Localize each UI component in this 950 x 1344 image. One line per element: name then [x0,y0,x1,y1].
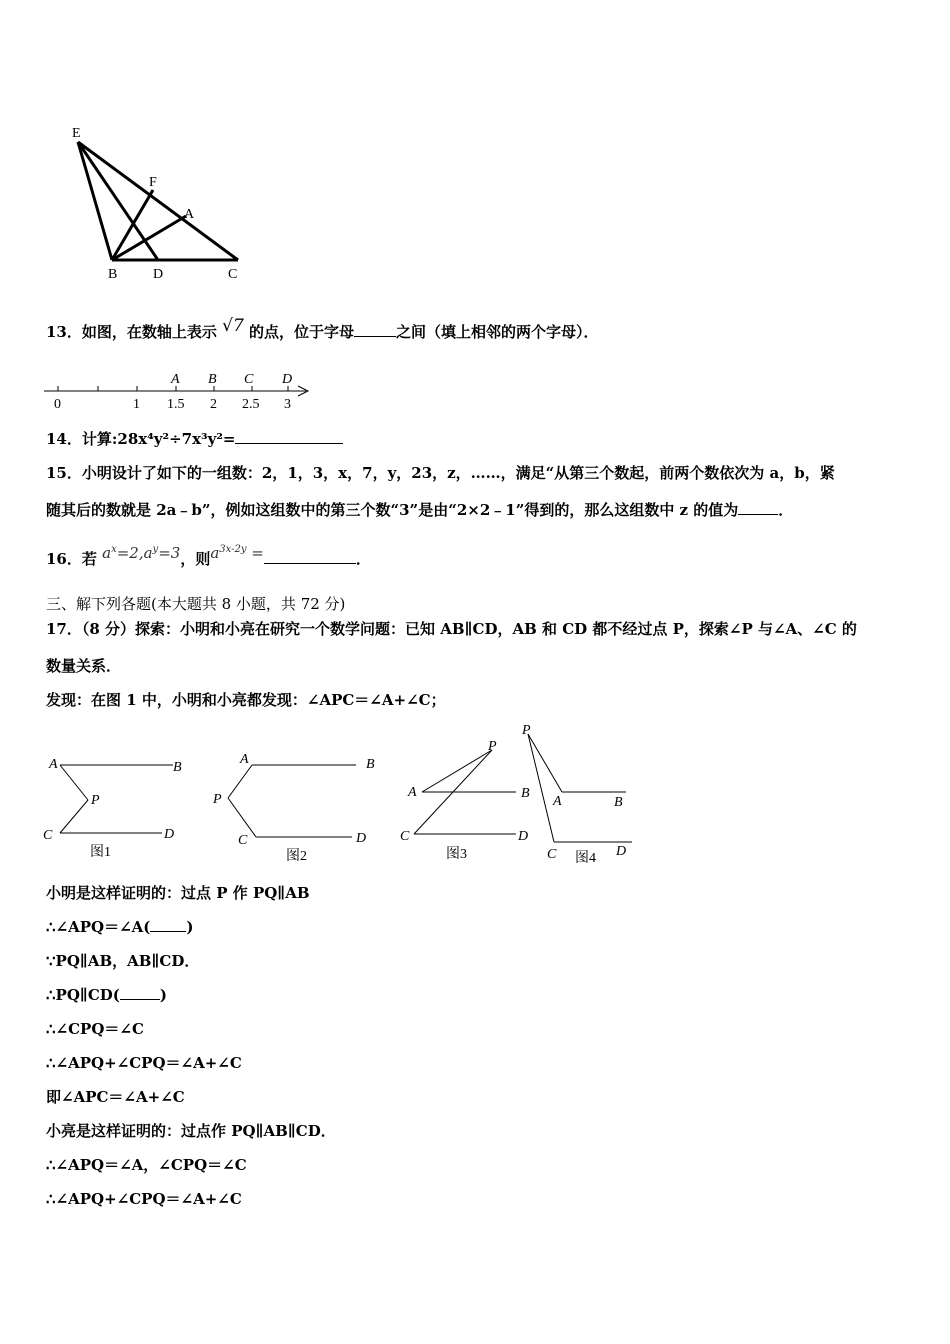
proof1-line-7: 即∠APC＝∠A+∠C [46,1088,185,1106]
axis-num-3: 3 [284,397,291,412]
fig1-letter-b: B [173,760,182,775]
fig3-letter-p: P [488,739,497,754]
segment-eb [78,142,112,260]
question-14 [46,429,343,449]
proof1-line-4: ∴PQ∥CD( ) [46,986,167,1004]
q15-answer-blank[interactable] [738,514,778,515]
proof1-line-6: ∴∠APQ+∠CPQ＝∠A+∠C [46,1054,242,1072]
question-17-line1: 17．（8 分）探索：小明和小亮在研究一个数学问题：已知 AB∥CD，AB 和 CD 都不经过点 P，探索∠P 与∠A、∠C 的 [46,620,857,638]
fig2-letter-p: P [213,792,222,807]
point-label-a: A [184,207,195,222]
proof1-reason-blank-1[interactable] [150,931,186,932]
question-15-line2 [46,500,793,520]
proof2-line-2: ∴∠APQ＝∠A，∠CPQ＝∠C [46,1156,247,1174]
fig4-letter-p: P [522,723,531,738]
fig1-letter-d: D [164,827,175,842]
figure-1 [60,765,173,833]
segment-ba [112,216,186,260]
point-label-d: D [153,267,164,282]
proof2-line-3: ∴∠APQ+∠CPQ＝∠A+∠C [46,1190,242,1208]
fig4-label: 图4 [575,851,596,866]
fig2-letter-a: A [240,752,249,767]
fig1-letter-a: A [49,757,58,772]
q14-answer-blank[interactable] [235,443,343,444]
figure-2 [228,765,356,837]
question-17-line2: 数量关系． [46,657,122,675]
q16-expr1: $a^x=2,a^y=3$ [102,544,181,562]
q13-middle: 的点，位于字母 [249,323,355,341]
number-line [44,366,324,416]
q15-line2-end: ． [778,501,794,519]
proof1-line-5: ∴∠CPQ＝∠C [46,1020,144,1038]
axis-num-2: 2 [210,397,217,412]
fig4-letter-c: C [547,847,557,862]
fig3-label: 图3 [446,847,467,862]
point-label-f: F [149,175,157,190]
q13-prefix: 如图，在数轴上表示 [81,323,217,341]
q14-text: 计算:28x⁴y²÷7x³y²= [81,430,236,448]
segment-ec [78,142,238,260]
axis-num-25: 2.5 [242,397,260,412]
fig1-letter-c: C [43,828,53,843]
fig2-letter-d: D [356,831,367,846]
question-16 [46,546,371,569]
point-label-b: B [108,267,118,282]
point-label-e: E [72,126,81,141]
proof2-line-1: 小亮是这样证明的：过点作 PQ∥AB∥CD． [46,1122,336,1140]
fig3-letter-c: C [400,829,410,844]
figure-3 [414,750,516,834]
axis-letter-d: D [282,372,293,387]
proof1-reason-blank-2[interactable] [120,999,160,1000]
proof1-line-3: ∵PQ∥AB，AB∥CD． [46,952,200,970]
q16-expr2: $a^{3x-2y}$ = [210,544,264,562]
fig2-letter-b: B [366,757,375,772]
q16-then: ，则 [180,550,211,568]
parallel-figures [40,722,640,867]
fig4-letter-b: B [614,795,623,810]
axis-letter-a: A [171,372,180,387]
fig4-letter-d: D [616,844,627,859]
q14-number: 14． [46,430,82,448]
question-17-discovery: 发现：在图 1 中，小明和小亮都发现：∠APC＝∠A+∠C； [46,691,446,709]
figure-4 [528,734,632,842]
point-label-c: C [228,267,238,282]
axis-num-0: 0 [54,397,61,412]
axis-letter-b: B [208,372,217,387]
q13-radical: √7 [222,316,244,336]
proof1-line-2: ∴∠APQ＝∠A( ) [46,918,194,936]
q16-answer-blank[interactable] [264,563,356,564]
fig1-letter-p: P [91,793,100,808]
fig3-letter-b: B [521,786,530,801]
q13-answer-blank[interactable] [354,336,396,337]
fig3-letter-d: D [518,829,529,844]
question-13 [46,316,599,342]
fig1-label: 图1 [90,845,111,860]
proof1-line-1: 小明是这样证明的：过点 P 作 PQ∥AB [46,884,310,902]
q13-suffix: 之间（填上相邻的两个字母）． [396,323,599,341]
fig3-letter-a: A [408,785,417,800]
axis-num-1: 1 [133,397,140,412]
fig4-letter-a: A [553,794,562,809]
fig2-label: 图2 [286,849,307,864]
axis-num-15: 1.5 [167,397,185,412]
q13-number: 13． [46,323,82,341]
question-15-line1: 15．小明设计了如下的一组数：2，1，3，x，7，y，23，z，……，满足“从第三个数起，前两个数依次为 a，b，紧 [46,464,835,482]
q15-line2-text: 随其后的数就是 2a﹣b”，例如这组数中的第三个数“3”是由“2×2﹣1”得到的，那么这组数中 z 的值为 [46,501,739,519]
axis-letter-c: C [244,372,254,387]
q16-number: 16．若 [46,550,97,568]
section-3-title: 三、解下列各题(本大题共 8 小题，共 72 分) [46,595,346,613]
q16-end: ． [355,550,371,568]
fig2-letter-c: C [238,833,248,848]
triangle-figure [60,120,260,290]
